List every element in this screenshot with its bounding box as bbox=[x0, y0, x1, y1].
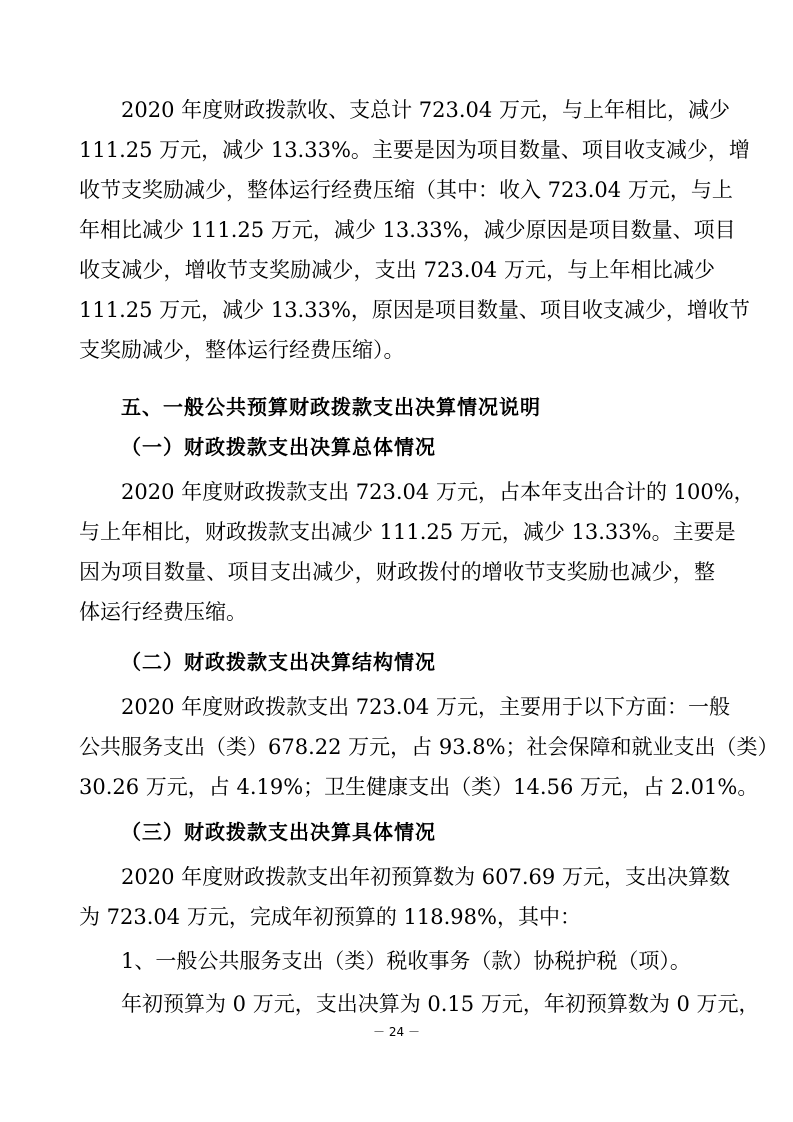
paragraph-line: 收支减少，增收节支奖励减少，支出 723.04 万元，与上年相比减少 bbox=[79, 258, 715, 282]
page-number: － 24 － bbox=[373, 1025, 420, 1039]
paragraph-line: 为 723.04 万元，完成年初预算的 118.98%，其中： bbox=[79, 905, 581, 929]
item-title: 1、一般公共服务支出（类）税收事务（款）协税护税（项）。 bbox=[121, 949, 691, 973]
paragraph-line: 111.25 万元，减少 13.33%。主要是因为项目数量、项目收支减少，增 bbox=[79, 138, 750, 162]
paragraph-line: 年相比减少 111.25 万元，减少 13.33%，减少原因是项目数量、项目 bbox=[79, 218, 736, 242]
paragraph-line: 111.25 万元，减少 13.33%，原因是项目数量、项目收支减少，增收节 bbox=[79, 298, 750, 322]
paragraph-line: 2020 年度财政拨款支出 723.04 万元，占本年支出合计的 100%， bbox=[121, 480, 755, 504]
paragraph-line: 体运行经费压缩。 bbox=[79, 600, 247, 624]
paragraph-line: 与上年相比，财政拨款支出减少 111.25 万元，减少 13.33%。主要是 bbox=[79, 520, 736, 544]
subsection-heading: （一）财政拨款支出决算总体情况 bbox=[121, 435, 436, 459]
section-heading: 五、一般公共预算财政拨款支出决算情况说明 bbox=[121, 395, 541, 419]
paragraph-line: 支奖励减少，整体运行经费压缩）。 bbox=[79, 338, 405, 362]
subsection-heading: （三）财政拨款支出决算具体情况 bbox=[121, 820, 436, 844]
subsection-heading: （二）财政拨款支出决算结构情况 bbox=[121, 650, 436, 674]
paragraph-line: 年初预算为 0 万元，支出决算为 0.15 万元，年初预算数为 0 万元， bbox=[121, 992, 760, 1016]
paragraph-line: 2020 年度财政拨款收、支总计 723.04 万元，与上年相比，减少 bbox=[121, 98, 730, 122]
paragraph-line: 2020 年度财政拨款支出 723.04 万元，主要用于以下方面：一般 bbox=[121, 695, 730, 719]
paragraph-line: 收节支奖励减少，整体运行经费压缩（其中：收入 723.04 万元，与上 bbox=[79, 178, 733, 202]
paragraph-line: 2020 年度财政拨款支出年初预算数为 607.69 万元，支出决算数 bbox=[121, 865, 730, 889]
paragraph-line: 30.26 万元，占 4.19%；卫生健康支出（类）14.56 万元，占 2.01%。 bbox=[79, 775, 759, 799]
paragraph-line: 因为项目数量、项目支出减少，财政拨付的增收节支奖励也减少，整 bbox=[79, 560, 715, 584]
paragraph-line: 公共服务支出（类）678.22 万元，占 93.8%；社会保障和就业支出（类） bbox=[79, 735, 779, 759]
